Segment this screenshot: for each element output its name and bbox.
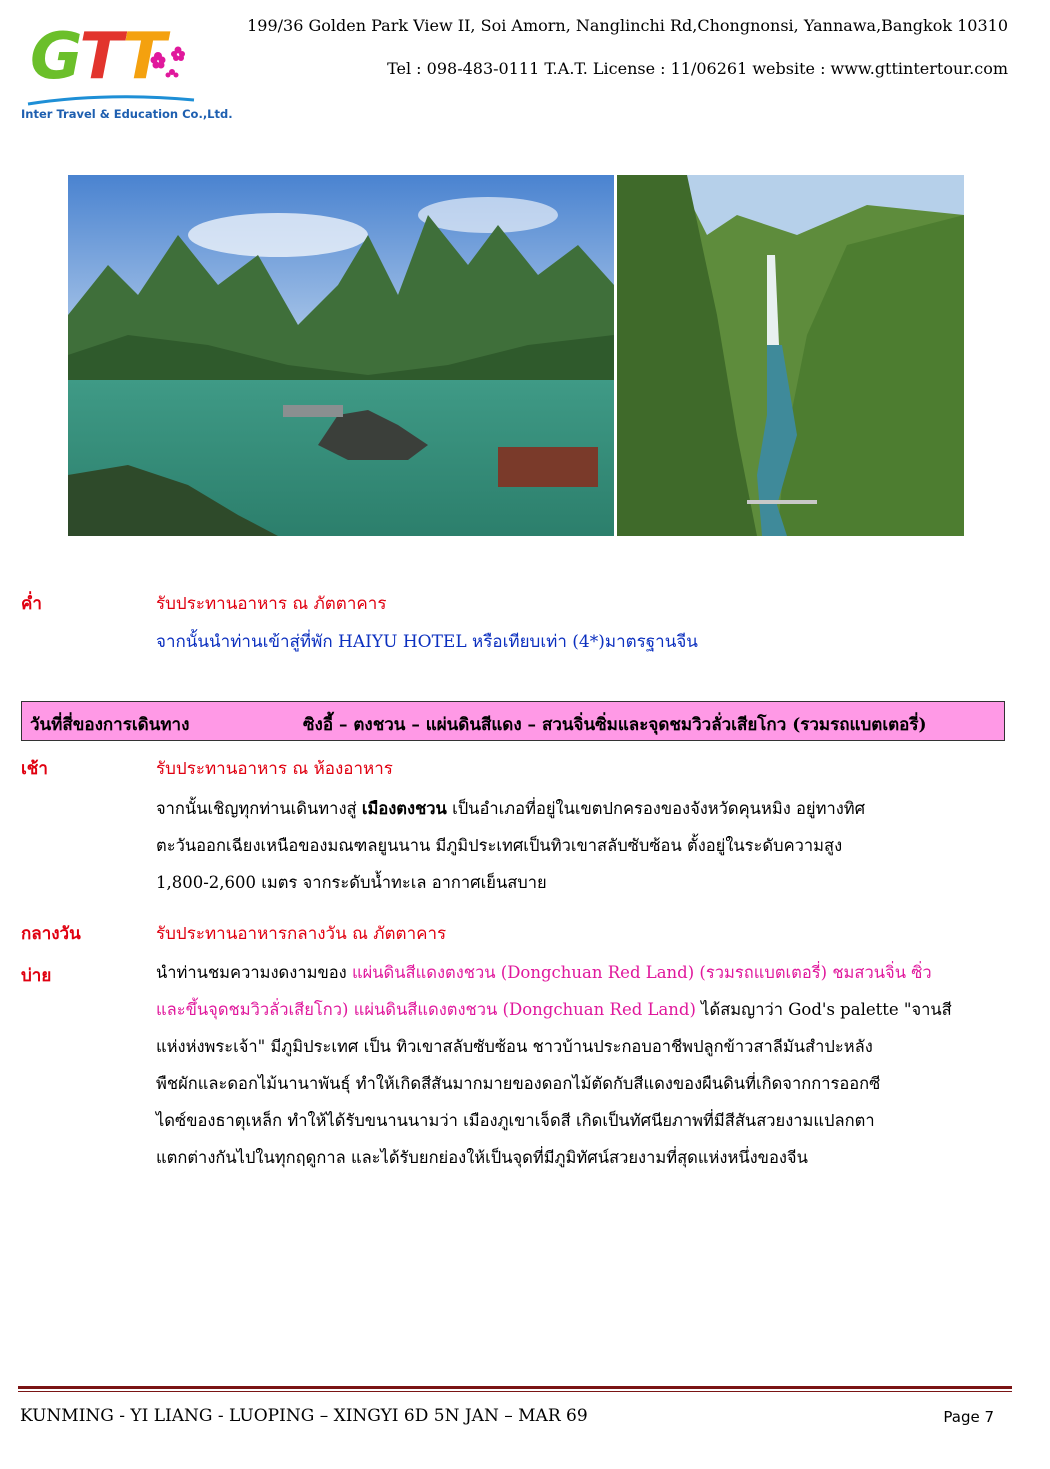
text-line: ตะวันออกเฉียงเหนือของมณฑลยูนนาน มีภูมิประเทศเป็นทิวเขาสลับซับซ้อน ตั้งอยู่ในระดับความสูง bbox=[156, 836, 843, 855]
company-logo bbox=[18, 20, 233, 127]
logo-wordmark: GTT bbox=[30, 20, 165, 94]
logo-subtitle: Inter Travel & Education Co.,Ltd. bbox=[21, 107, 233, 121]
gorge-photo bbox=[617, 175, 964, 536]
afternoon-paragraph bbox=[156, 954, 1008, 1176]
company-contact: Tel : 098-483-0111 T.A.T. License : 11/06261 website : www.gttintertour.com bbox=[387, 59, 1008, 78]
day-title: วันที่สี่ของการเดินทาง bbox=[30, 715, 190, 735]
footer-divider-thin bbox=[18, 1391, 1012, 1392]
text-run: นำท่านชมความงดงามของ bbox=[156, 963, 352, 982]
dinner-label: ค่ำ bbox=[21, 594, 42, 614]
highlight-text: และขึ้นจุดชมวิวลั่วเสียโกว) แผ่นดินสีแดงตงชวน (Dongchuan Red Land) bbox=[156, 1000, 696, 1019]
morning-label: เช้า bbox=[21, 759, 48, 779]
text-line: พืชผักและดอกไม้นานาพันธุ์ ทำให้เกิดสีสันมากมายของดอกไม้ตัดกับสีแดงของผืนดินที่เกิดจากการออกซี bbox=[156, 1074, 881, 1093]
company-address: 199/36 Golden Park View II, Soi Amorn, Nanglinchi Rd,Chongnonsi, Yannawa,Bangkok 10310 bbox=[247, 16, 1008, 35]
text-line: 1,800-2,600 เมตร จากระดับน้ำทะเล อากาศเย็นสบาย bbox=[156, 873, 547, 892]
hotel-info: จากนั้นนำท่านเข้าสู่ที่พัก HAIYU HOTEL หรือเทียบเท่า (4*)มาตรฐานจีน bbox=[156, 632, 698, 652]
noon-label: กลางวัน bbox=[21, 924, 81, 944]
tour-name: KUNMING - YI LIANG - LUOPING – XINGYI 6D 5N JAN – MAR 69 bbox=[20, 1406, 588, 1426]
highlight-text: แผ่นดินสีแดงตงชวน (Dongchuan Red Land) (รวมรถแบตเตอรี่) ชมสวนจิ่น ซิ่ว bbox=[351, 963, 932, 982]
page-number: Page 7 bbox=[943, 1408, 994, 1426]
morning-meal: รับประทานอาหาร ณ ห้องอาหาร bbox=[156, 759, 393, 779]
lake-photo bbox=[68, 175, 614, 536]
text-run: ได้สมญาว่า God's palette "จานสี bbox=[695, 1000, 952, 1019]
noon-meal: รับประทานอาหารกลางวัน ณ ภัตตาคาร bbox=[156, 924, 447, 944]
text-line: แตกต่างกันไปในทุกฤดูกาล และได้รับยกย่องให้เป็นจุดที่มีภูมิทัศน์สวยงามที่สุดแห่งหนึ่งของจีน bbox=[156, 1148, 808, 1167]
text-run: เป็นอำเภอที่อยู่ในเขตปกครองของจังหวัดคุนหมิง อยู่ทางทิศ bbox=[446, 799, 866, 818]
morning-paragraph bbox=[156, 790, 1008, 901]
dinner-meal: รับประทานอาหาร ณ ภัตตาคาร bbox=[156, 594, 387, 614]
footer-divider bbox=[18, 1386, 1012, 1389]
text-line: ไดซ์ของธาตุเหล็ก ทำให้ได้รับขนานนามว่า เมืองภูเขาเจ็ดสี เกิดเป็นทัศนียภาพที่มีสีสันสวยงามแปลกตา bbox=[156, 1111, 875, 1130]
text-line: แห่งห่งพระเจ้า" มีภูมิประเทศ เป็น ทิวเขาสลับซับซ้อน ชาวบ้านประกอบอาชีพปลูกข้าวสาลีมันสำปะหลัง bbox=[156, 1037, 873, 1056]
text-run: จากนั้นเชิญทุกท่านเดินทางสู่ bbox=[156, 799, 362, 818]
afternoon-label: บ่าย bbox=[21, 966, 52, 986]
day-header bbox=[21, 701, 1005, 741]
city-name: เมืองตงชวน bbox=[361, 799, 447, 818]
logo-swoosh bbox=[26, 94, 196, 108]
day-route: ซิงอี้ – ตงชวน – แผ่นดินสีแดง – สวนจิ่นซิ่มและจุดชมวิวลั่วเสียโกว (รวมรถแบตเตอรี่) bbox=[303, 715, 927, 735]
